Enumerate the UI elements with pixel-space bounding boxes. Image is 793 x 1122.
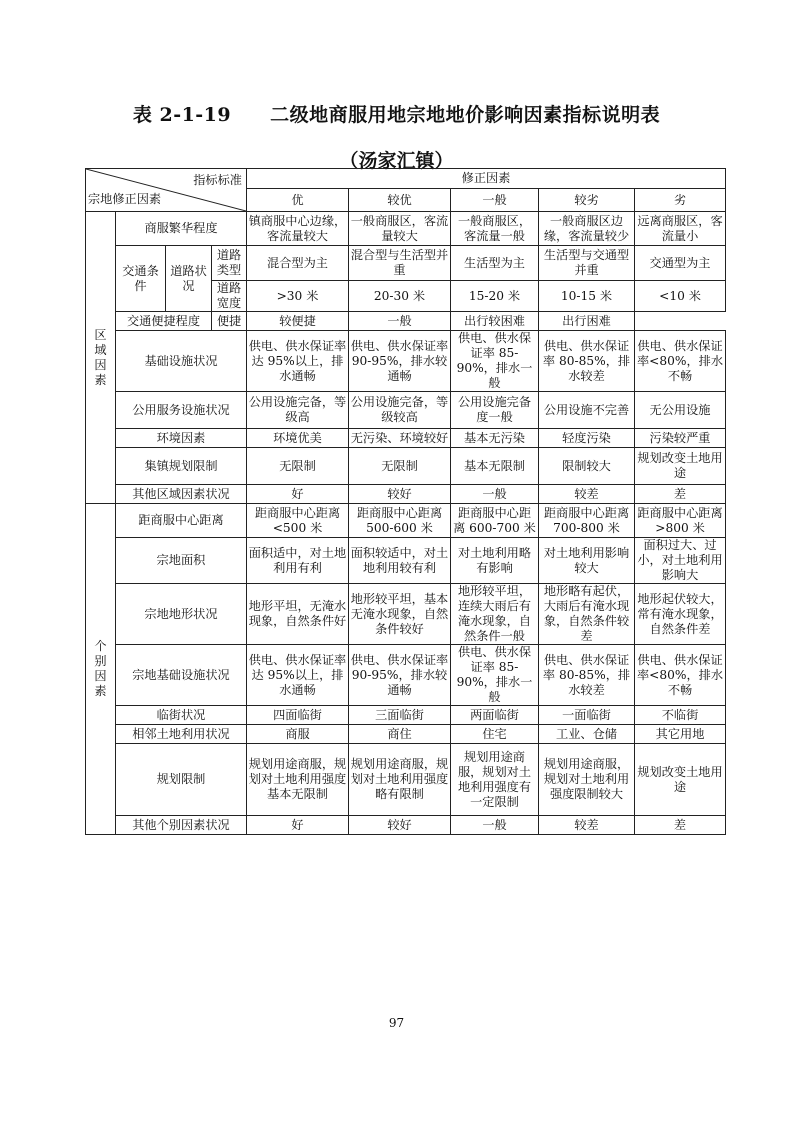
table-row (86, 816, 726, 835)
factor-label: 其他区域因素状况 (116, 485, 247, 504)
grade-cell: 供电、供水保证率<80%，排水不畅 (635, 331, 726, 392)
grade-cell: 一般商服区，客流量一般 (451, 212, 539, 246)
grade-cell: 供电、供水保证率 80-85%，排水较差 (539, 645, 635, 706)
header-grade: 较优 (349, 189, 451, 212)
grade-cell: 供电、供水保证率 90-95%，排水较通畅 (349, 331, 451, 392)
grade-cell: 供电、供水保证率达 95%以上，排水通畅 (247, 645, 349, 706)
grade-cell: 规划改变土地用途 (635, 448, 726, 485)
road-type-label: 道路类型 (212, 246, 247, 281)
grade-cell: 地形平坦，无淹水现象，自然条件好 (247, 584, 349, 645)
grade-cell: 20-30 米 (349, 281, 451, 312)
grade-cell: 一般商服区，客流量较大 (349, 212, 451, 246)
grade-cell: 供电、供水保证率 80-85%，排水较差 (539, 331, 635, 392)
grade-cell: 差 (635, 816, 726, 835)
grade-cell: 商住 (349, 725, 451, 744)
factor-label: 宗地基础设施状况 (116, 645, 247, 706)
traffic-condition-label: 交通条件 (116, 246, 166, 312)
grade-cell: 规划用途商服，规划对土地利用强度有一定限制 (451, 744, 539, 816)
grade-cell: 差 (635, 485, 726, 504)
factor-label: 公用服务设施状况 (116, 392, 247, 429)
grade-cell: 地形略有起伏，大雨后有淹水现象，自然条件较差 (539, 584, 635, 645)
table-row (86, 485, 726, 504)
grade-cell: 一般 (451, 485, 539, 504)
grade-cell: 其它用地 (635, 725, 726, 744)
header-grade: 较劣 (539, 189, 635, 212)
grade-cell: 供电、供水保证率 85-90%，排水一般 (451, 645, 539, 706)
grade-cell: 便捷 (212, 312, 247, 331)
grade-cell: 供电、供水保证率达 95%以上，排水通畅 (247, 331, 349, 392)
grade-cell: 混合型为主 (247, 246, 349, 281)
factor-table (85, 168, 726, 835)
table-row (86, 725, 726, 744)
header-indicator-standard: 指标标准 (193, 173, 242, 187)
grade-cell: 面积过大、过小，对土地利用影响大 (635, 538, 726, 584)
header-grade: 劣 (635, 189, 726, 212)
grade-cell: 生活型与交通型并重 (539, 246, 635, 281)
grade-cell: 规划用途商服，规划对土地利用强度限制较大 (539, 744, 635, 816)
table-row (86, 744, 726, 816)
factor-label: 商服繁华程度 (116, 212, 247, 246)
table-row (86, 504, 726, 538)
grade-cell: 两面临街 (451, 706, 539, 725)
table-row (86, 392, 726, 429)
grade-cell: 规划用途商服，规划对土地利用强度略有限制 (349, 744, 451, 816)
grade-cell: 交通型为主 (635, 246, 726, 281)
grade-cell: 供电、供水保证率 90-95%，排水较通畅 (349, 645, 451, 706)
grade-cell: 一般 (349, 312, 451, 331)
group-regional: 区 域 因 素 (86, 212, 116, 504)
grade-cell: 公用设施完备度一般 (451, 392, 539, 429)
grade-cell: 限制较大 (539, 448, 635, 485)
factor-label: 规划限制 (116, 744, 247, 816)
grade-cell: 好 (247, 485, 349, 504)
table-row (86, 448, 726, 485)
table-row (86, 246, 726, 281)
header-correction: 修正因素 (247, 169, 726, 189)
grade-cell: 规划改变土地用途 (635, 744, 726, 816)
factor-label: 环境因素 (116, 429, 247, 448)
grade-cell: >30 米 (247, 281, 349, 312)
grade-cell: 三面临街 (349, 706, 451, 725)
table-row (86, 706, 726, 725)
grade-cell: 供电、供水保证率 85-90%，排水一般 (451, 331, 539, 392)
grade-cell: 无限制 (349, 448, 451, 485)
grade-cell: 公用设施不完善 (539, 392, 635, 429)
grade-cell: 一面临街 (539, 706, 635, 725)
road-width-label: 道路宽度 (212, 281, 247, 312)
grade-cell: 商服 (247, 725, 349, 744)
grade-cell: 生活型为主 (451, 246, 539, 281)
header-grade: 一般 (451, 189, 539, 212)
grade-cell: 对土地利用略有影响 (451, 538, 539, 584)
grade-cell: 好 (247, 816, 349, 835)
grade-cell: 较好 (349, 485, 451, 504)
table-title: 表 2-1-19 二级地商服用地宗地地价影响因素指标说明表 (132, 104, 661, 126)
grade-cell: 四面临街 (247, 706, 349, 725)
grade-cell: 较差 (539, 816, 635, 835)
grade-cell: 较好 (349, 816, 451, 835)
grade-cell: 一般商服区边缘，客流量较少 (539, 212, 635, 246)
grade-cell: 距商服中心距离<500 米 (247, 504, 349, 538)
grade-cell: 规划用途商服，规划对土地利用强度基本无限制 (247, 744, 349, 816)
table-row (86, 212, 726, 246)
grade-cell: 地形较平坦，基本无淹水现象，自然条件较好 (349, 584, 451, 645)
grade-cell: 无限制 (247, 448, 349, 485)
grade-cell: 出行困难 (539, 312, 635, 331)
group-individual: 个 别 因 素 (86, 504, 116, 835)
factor-label: 基础设施状况 (116, 331, 247, 392)
road-status-label: 道路状况 (166, 246, 212, 312)
grade-cell: 地形起伏较大，常有淹水现象，自然条件差 (635, 584, 726, 645)
grade-cell: 距商服中心距离 700-800 米 (539, 504, 635, 538)
grade-cell: 污染较严重 (635, 429, 726, 448)
table-row (86, 584, 726, 645)
factor-label: 其他个别因素状况 (116, 816, 247, 835)
grade-cell: 工业、仓储 (539, 725, 635, 744)
table-row (86, 331, 726, 392)
grade-cell: 不临街 (635, 706, 726, 725)
grade-cell: 面积较适中，对土地利用较有利 (349, 538, 451, 584)
grade-cell: 距商服中心距离>800 米 (635, 504, 726, 538)
grade-cell: 距商服中心距离 600-700 米 (451, 504, 539, 538)
table-row (86, 538, 726, 584)
grade-cell: 基本无污染 (451, 429, 539, 448)
grade-cell: 轻度污染 (539, 429, 635, 448)
factor-label: 距商服中心距离 (116, 504, 247, 538)
grade-cell: 较便捷 (247, 312, 349, 331)
table-subtitle: （汤家汇镇） (339, 150, 454, 172)
page-number: 97 (388, 1016, 405, 1030)
grade-cell: 住宅 (451, 725, 539, 744)
grade-cell: 镇商服中心边缘，客流量较大 (247, 212, 349, 246)
factor-label: 相邻土地利用状况 (116, 725, 247, 744)
grade-cell: <10 米 (635, 281, 726, 312)
grade-cell: 混合型与生活型并重 (349, 246, 451, 281)
grade-cell: 地形较平坦，连续大雨后有淹水现象，自然条件一般 (451, 584, 539, 645)
header-correction-factor: 宗地修正因素 (88, 192, 162, 206)
grade-cell: 15-20 米 (451, 281, 539, 312)
grade-cell: 出行较困难 (451, 312, 539, 331)
grade-cell: 一般 (451, 816, 539, 835)
grade-cell: 供电、供水保证率<80%，排水不畅 (635, 645, 726, 706)
grade-cell: 基本无限制 (451, 448, 539, 485)
grade-cell: 公用设施完备，等级较高 (349, 392, 451, 429)
grade-cell: 远离商服区，客流量小 (635, 212, 726, 246)
factor-label: 宗地地形状况 (116, 584, 247, 645)
table-row (86, 429, 726, 448)
header-diagonal-cell (86, 169, 247, 212)
grade-cell: 面积适中，对土地利用有利 (247, 538, 349, 584)
table-row (86, 312, 726, 331)
grade-cell: 对土地利用影响较大 (539, 538, 635, 584)
header-grade: 优 (247, 189, 349, 212)
factor-label: 临街状况 (116, 706, 247, 725)
grade-cell: 较差 (539, 485, 635, 504)
table-row (86, 645, 726, 706)
factor-label: 集镇规划限制 (116, 448, 247, 485)
grade-cell: 无公用设施 (635, 392, 726, 429)
factor-label: 宗地面积 (116, 538, 247, 584)
grade-cell: 距商服中心距离 500-600 米 (349, 504, 451, 538)
grade-cell: 环境优美 (247, 429, 349, 448)
grade-cell: 无污染、环境较好 (349, 429, 451, 448)
grade-cell: 10-15 米 (539, 281, 635, 312)
grade-cell: 公用设施完备，等级高 (247, 392, 349, 429)
traffic-convenience-label: 交通便捷程度 (116, 312, 212, 331)
